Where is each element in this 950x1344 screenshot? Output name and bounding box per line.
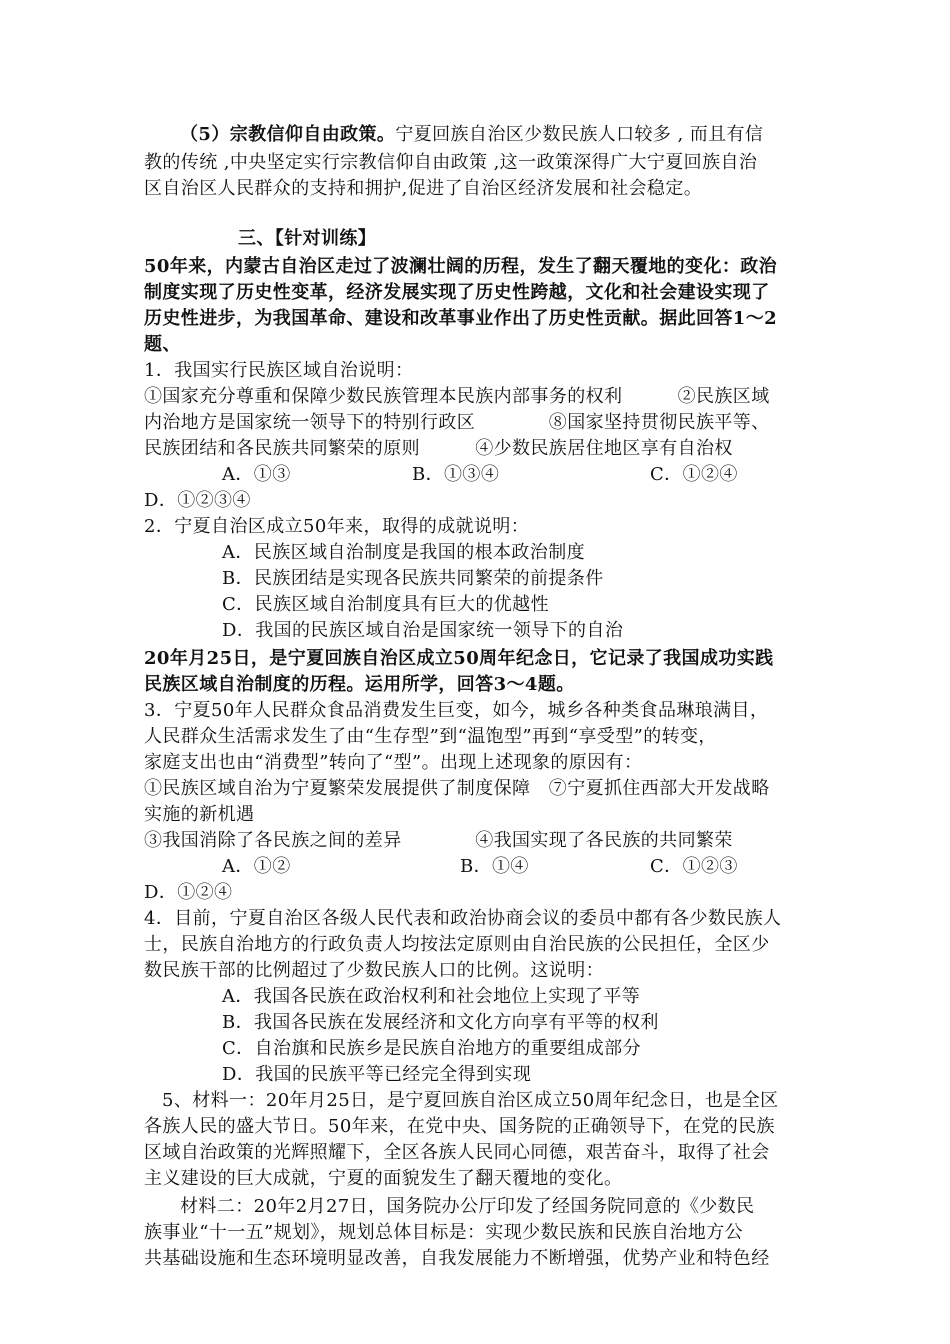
q1-line-2: 内治地方是国家统一领导下的特别行政区 ⑧国家坚持贯彻民族平等、 — [144, 412, 770, 433]
q5-material1-line-1: 5、材料一：20年月25日，是宁夏回族自治区成立50周年纪念日，也是全区 — [162, 1090, 779, 1111]
q1-line-1: ①国家充分尊重和保障少数民族管理本民族内部事务的权利 ②民族区域 — [144, 386, 770, 407]
q4-option-d: D．我国的民族平等已经完全得到实现 — [222, 1064, 532, 1085]
q1-stem: 1．我国实行民族区域自治说明： — [144, 360, 414, 381]
q3-line-3: 家庭支出也由“消费型”转向了“型”。出现上述现象的原因有： — [144, 752, 643, 773]
q5-material1-line-3: 区域自治政策的光辉照耀下，全区各族人民同心同德，艰苦奋斗，取得了社会 — [144, 1142, 770, 1163]
q3-option-d: D．①②④ — [144, 882, 233, 903]
intro1-line-3: 历史性进步，为我国革命、建设和改革事业作出了历史性贡献。据此回答1～2 — [144, 308, 778, 329]
policy-paragraph-line-3: 区自治区人民群众的支持和拥护,促进了自治区经济发展和社会稳定。 — [144, 178, 703, 199]
q2-option-d: D．我国的民族区域自治是国家统一领导下的自治 — [222, 620, 624, 641]
intro1-line-1: 50年来，内蒙古自治区走过了波澜壮阔的历程，发生了翻天覆地的变化：政治 — [144, 256, 778, 277]
intro1-line-4: 题、 — [144, 334, 181, 355]
q3-line-1: 3．宁夏50年人民群众食品消费发生巨变，如今，城乡各种类食品琳琅满目， — [144, 700, 769, 721]
q3-option-a: A．①② — [222, 856, 291, 877]
q2-option-a: A．民族区域自治制度是我国的根本政治制度 — [222, 542, 585, 563]
intro1-line-2: 制度实现了历史性变革，经济发展实现了历史性跨越，文化和社会建设实现了 — [144, 282, 770, 303]
policy-text: 宁夏回族自治区少数民族人口较多 , 而且有信 — [395, 124, 764, 145]
q5-material2-line-2: 族事业“十一五”规划》，规划总体目标是：实现少数民族和民族自治地方公 — [144, 1222, 744, 1243]
q4-option-b: B．我国各民族在发展经济和文化方向享有平等的权利 — [222, 1012, 659, 1033]
q2-option-c: C．民族区域自治制度具有巨大的优越性 — [222, 594, 549, 615]
q3-line-2: 人民群众生活需求发生了由“生存型”到“温饱型”再到“享受型”的转变， — [144, 726, 717, 747]
q4-line-1: 4．目前，宁夏自治区各级人民代表和政治协商会议的委员中都有各少数民族人 — [144, 908, 782, 929]
q2-stem: 2．宁夏自治区成立50年来，取得的成就说明： — [144, 516, 530, 537]
intro2-line-2: 民族区域自治制度的历程。运用所学，回答3～4题。 — [144, 674, 575, 695]
q4-option-a: A．我国各民族在政治权利和社会地位上实现了平等 — [222, 986, 641, 1007]
q3-line-4: ①民族区域自治为宁夏繁荣发展提供了制度保障 ⑦宁夏抓住西部大开发战略 — [144, 778, 770, 799]
q1-option-a: A．①③ — [222, 464, 291, 485]
policy-paragraph-line-2: 教的传统 ,中央坚定实行宗教信仰自由政策 ,这一政策深得广大宁夏回族自治 — [144, 152, 758, 173]
q5-material2-line-3: 共基础设施和生态环境明显改善，自我发展能力不断增强，优势产业和特色经 — [144, 1248, 770, 1269]
q1-option-d: D．①②③④ — [144, 490, 251, 511]
q1-line-3: 民族团结和各民族共同繁荣的原则 ④少数民族居住地区享有自治权 — [144, 438, 733, 459]
q4-option-c: C．自治旗和民族乡是民族自治地方的重要组成部分 — [222, 1038, 641, 1059]
q2-option-b: B．民族团结是实现各民族共同繁荣的前提条件 — [222, 568, 604, 589]
q1-option-b: B．①③④ — [412, 464, 500, 485]
q5-material1-line-4: 主义建设的巨大成就，宁夏的面貌发生了翻天覆地的变化。 — [144, 1168, 623, 1189]
q4-line-2: 士，民族自治地方的行政负责人均按法定原则由自治民族的公民担任，全区少 — [144, 934, 770, 955]
q5-material2-line-1: 材料二：20年2月27日，国务院办公厅印发了经国务院同意的《少数民 — [180, 1196, 755, 1217]
policy-paragraph-line-1 — [180, 122, 763, 148]
policy-heading: （5）宗教信仰自由政策。 — [180, 124, 396, 145]
q3-line-5: 实施的新机遇 — [144, 804, 255, 825]
q5-material1-line-2: 各族人民的盛大节日。50年来，在党中央、国务院的正确领导下，在党的民族 — [144, 1116, 775, 1137]
intro2-line-1: 20年月25日，是宁夏回族自治区成立50周年纪念日，它记录了我国成功实践 — [144, 648, 774, 669]
q3-option-b: B．①④ — [460, 856, 529, 877]
q4-line-3: 数民族干部的比例超过了少数民族人口的比例。这说明： — [144, 960, 604, 981]
q3-line-6: ③我国消除了各民族之间的差异 ④我国实现了各民族的共同繁荣 — [144, 830, 733, 851]
q1-option-c: C．①②④ — [650, 464, 738, 485]
section-title: 三、【针对训练】 — [238, 228, 377, 249]
q3-option-c: C．①②③ — [650, 856, 738, 877]
